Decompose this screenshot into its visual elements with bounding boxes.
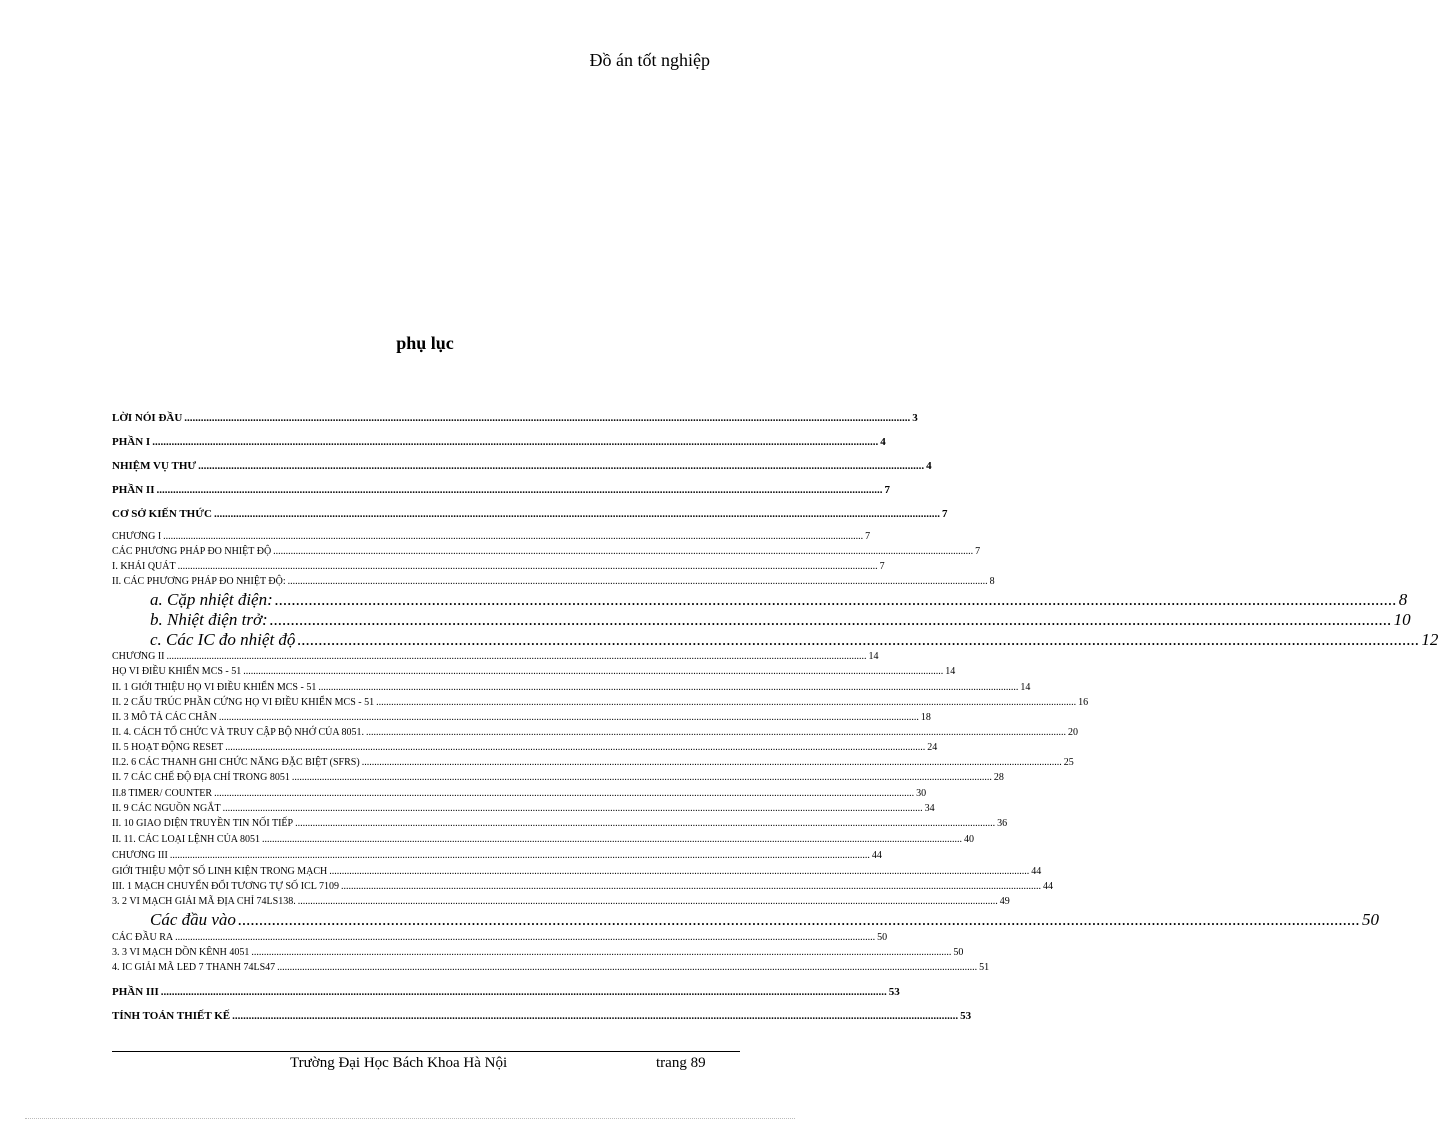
toc-leader-dots: ........................................................................................................................................................................................................................................................................................ [169,850,870,861]
toc-entry-label: III. 1 MẠCH CHUYỂN ĐỔI TƯƠNG TỰ SỐ ICL 7109 [112,881,339,892]
toc-entry-label: 3. 3 VI MẠCH DỒN KÊNH 4051 [112,947,250,958]
toc-leader-dots: ........................................................................................................................................................................................................................................................................................ [273,546,974,557]
toc-entry [112,947,964,958]
toc-entry-label: GIỚI THIỆU MỘT SỐ LINH KIỆN TRONG MẠCH [112,866,328,877]
toc-entry-label: II. 3 MÔ TẢ CÁC CHÂN [112,712,217,723]
toc-entry-label: CÁC PHƯƠNG PHÁP ĐO NHIỆT ĐỘ [112,546,272,557]
toc-leader-dots: ........................................................................................................................................................................................................................................................................ [237,910,1360,929]
toc-entry [112,727,1079,738]
toc-entry-label: II. 7 CÁC CHẾ ĐỘ ĐỊA CHỈ TRONG 8051 [112,772,290,783]
toc-entry-page: 7 [865,531,871,542]
toc-entry-page: 53 [888,986,900,998]
toc-entry-label: c. Các IC đo nhiệt độ [150,630,296,649]
toc-leader-dots: ........................................................................................................................................................................................................................................................................ [160,986,887,998]
toc-entry-page: 14 [1020,682,1031,693]
toc-entry [112,1010,972,1022]
toc-leader-dots: ........................................................................................................................................................................................................................................................................................ [318,682,1019,693]
toc-entry-page: 3 [912,412,918,424]
toc-entry [112,531,871,542]
toc-entry-page: 14 [868,651,879,662]
footer-school-name: Trường Đại Học Bách Khoa Hà Nội [290,1055,508,1071]
toc-entry [112,788,927,799]
toc-entry [112,986,900,998]
toc-entry [112,818,1008,829]
toc-leader-dots: ........................................................................................................................................................................................................................................................................................ [329,866,1030,877]
toc-entry-page: 8 [1398,590,1408,609]
toc-entry-label: a. Cặp nhiệt điện: [150,590,273,609]
toc-leader-dots: ........................................................................................................................................................................................................................................................................ [152,436,879,448]
toc-entry-label: PHẦN III [112,986,159,998]
toc-entry-label: NHIỆM VỤ THƯ [112,460,197,472]
toc-entry-label: CHƯƠNG I [112,531,162,542]
toc-leader-dots: ........................................................................................................................................................................................................................................................................................ [287,576,988,587]
toc-entry-page: 4 [926,460,932,472]
toc-entry [112,932,888,943]
toc-entry [112,712,931,723]
toc-entry-page: 7 [941,508,948,520]
toc-leader-dots: ........................................................................................................................................................................................................................................................................................ [341,881,1041,892]
toc-leader-dots: ........................................................................................................................................................................................................................................................................ [184,412,911,424]
toc-leader-dots: ........................................................................................................................................................................................................................................................................................ [225,742,926,753]
toc-entry-page: 18 [920,712,931,723]
toc-heading: phụ lục [396,333,454,353]
toc-entry-label: PHẦN II [112,484,155,496]
toc-leader-dots: ........................................................................................................................................................................................................................................................................ [213,508,940,520]
toc-leader-dots: ........................................................................................................................................................................................................................................................................ [198,460,925,472]
toc-entry-label: HỌ VI ĐIỀU KHIỂN MCS - 51 [112,666,242,677]
toc-entry-label: II. 9 CÁC NGUỒN NGẮT [112,803,221,814]
toc-entry-page: 50 [877,932,888,943]
toc-entry [112,682,1031,693]
toc-entry [112,508,948,520]
header-title: Đồ án tốt nghiệp [589,50,710,70]
toc-entry-label: Các đầu vào [150,910,236,929]
toc-entry-label: b. Nhiệt điện trở: [150,610,268,629]
toc-leader-dots: ........................................................................................................................................................................................................................................................................ [274,590,1397,609]
toc-leader-dots: ........................................................................................................................................................................................................................................................................................ [297,896,998,907]
toc-entry [112,561,885,572]
toc-entry-page: 7 [884,484,890,496]
toc-leader-dots: ........................................................................................................................................................................................................................................................................................ [366,727,1067,738]
toc-entry [112,910,1379,930]
toc-leader-dots: ........................................................................................................................................................................................................................................................................ [232,1010,959,1022]
toc-entry-page: 44 [1031,866,1042,877]
toc-entry-page: 12 [1421,630,1438,649]
toc-entry [112,590,1408,610]
toc-entry [112,436,886,448]
toc-entry [112,697,1089,708]
toc-leader-dots: ........................................................................................................................................................................................................................................................................ [269,610,1392,629]
toc-entry-label: CHƯƠNG III [112,850,168,861]
toc-entry [112,610,1411,630]
toc-entry [112,834,974,845]
toc-entry-page: 14 [945,666,956,677]
toc-leader-dots: ........................................................................................................................................................................................................................................................................................ [175,932,876,943]
toc-entry-page: 24 [927,742,938,753]
toc-entry-page: 51 [979,962,990,973]
toc-leader-dots: ........................................................................................................................................................................................................................................................................................ [251,947,952,958]
page-bottom-dotted-line [25,1118,795,1119]
toc-leader-dots: ........................................................................................................................................................................................................................................................................................ [214,788,915,799]
toc-entry-page: 7 [975,546,981,557]
toc-entry [112,866,1042,877]
toc-entry [112,546,981,557]
toc-entry-page: 28 [993,772,1004,783]
toc-entry-label: CÁC ĐẦU RA [112,932,174,943]
toc-entry [112,742,938,753]
toc-leader-dots: ........................................................................................................................................................................................................................................................................ [156,484,883,496]
footer-divider [112,1051,740,1052]
toc-entry [112,666,956,677]
toc-entry-label: II. 2 CẤU TRÚC PHẦN CỨNG HỌ VI ĐIỀU KHIỂN MCS - 51 [112,697,375,708]
toc-entry-label: LỜI NÓI ĐẦU [112,412,183,424]
footer-page-number: trang 89 [656,1055,706,1071]
toc-entry-page: 4 [880,436,886,448]
toc-entry-label: CƠ SỞ KIẾN THỨC [112,508,212,520]
toc-entry-page: 10 [1393,610,1411,629]
toc-entry-label: TÍNH TOÁN THIẾT KẾ [112,1010,231,1022]
toc-entry [112,772,1004,783]
toc-entry-label: II.8 TIMER/ COUNTER [112,788,213,799]
toc-entry-label: II. 11. CÁC LOẠI LỆNH CỦA 8051 [112,834,260,845]
toc-entry-page: 8 [989,576,995,587]
toc-entry-page: 7 [879,561,885,572]
toc-entry-label: CHƯƠNG II [112,651,165,662]
toc-entry-label: 3. 2 VI MẠCH GIẢI MÃ ĐỊA CHỈ 74LS138. [112,896,296,907]
toc-entry-label: II. 10 GIAO DIỆN TRUYỀN TIN NỐI TIẾP [112,818,294,829]
toc-leader-dots: ........................................................................................................................................................................................................................................................................................ [376,697,1077,708]
toc-entry-label: PHẦN I [112,436,151,448]
toc-leader-dots: ........................................................................................................................................................................................................................................................................................ [361,757,1062,768]
toc-entry-page: 25 [1063,757,1074,768]
toc-leader-dots: ........................................................................................................................................................................................................................................................................................ [166,651,867,662]
toc-entry-label: II. 1 GIỚI THIỆU HỌ VI ĐIỀU KHIỂN MCS - 51 [112,682,317,693]
toc-entry-page: 53 [960,1010,972,1022]
toc-leader-dots: ........................................................................................................................................................................................................................................................................................ [277,962,978,973]
toc-entry-page: 40 [963,834,974,845]
toc-leader-dots: ........................................................................................................................................................................................................................................................................................ [295,818,996,829]
toc-entry [112,484,890,496]
toc-entry-page: 50 [953,947,964,958]
toc-leader-dots: ........................................................................................................................................................................................................................................................................................ [222,803,923,814]
toc-entry-label: II. 4. CÁCH TỔ CHỨC VÀ TRUY CẬP BỘ NHỚ CỦA 8051. [112,727,365,738]
toc-entry [112,803,935,814]
toc-entry-label: II.2. 6 CÁC THANH GHI CHỨC NĂNG ĐẶC BIỆT (SFRS) [112,757,360,768]
toc-entry-page: 30 [916,788,927,799]
toc-entry-page: 49 [999,896,1010,907]
toc-entry [112,576,995,587]
toc-entry [112,651,879,662]
toc-entry-page: 16 [1078,697,1089,708]
toc-entry [112,850,882,861]
toc-entry-page: 44 [1043,881,1053,892]
toc-leader-dots: ........................................................................................................................................................................................................................................................................................ [291,772,992,783]
toc-entry-page: 36 [997,818,1008,829]
toc-entry [112,630,1438,650]
toc-entry [112,896,1010,907]
toc-entry [112,412,918,424]
toc-entry-page: 44 [871,850,882,861]
toc-entry-label: II. CÁC PHƯƠNG PHÁP ĐO NHIỆT ĐỘ: [112,576,286,587]
toc-leader-dots: ........................................................................................................................................................................................................................................................................................ [177,561,878,572]
toc-entry-label: 4. IC GIẢI MÃ LED 7 THANH 74LS47 [112,962,276,973]
toc-leader-dots: ........................................................................................................................................................................................................................................................................................ [163,531,864,542]
toc-entry [112,962,990,973]
toc-leader-dots: ........................................................................................................................................................................................................................................................................ [297,630,1420,649]
toc-leader-dots: ........................................................................................................................................................................................................................................................................................ [218,712,919,723]
toc-entry [112,757,1074,768]
toc-leader-dots: ........................................................................................................................................................................................................................................................................................ [261,834,962,845]
toc-entry-page: 20 [1068,727,1079,738]
toc-leader-dots: ........................................................................................................................................................................................................................................................................................ [243,666,944,677]
toc-entry-page: 50 [1361,910,1379,929]
toc-entry-page: 34 [924,803,935,814]
toc-entry [112,460,932,472]
toc-entry-label: II. 5 HOẠT ĐỘNG RESET [112,742,224,753]
toc-entry [112,881,1053,892]
toc-entry-label: I. KHÁI QUÁT [112,561,176,572]
